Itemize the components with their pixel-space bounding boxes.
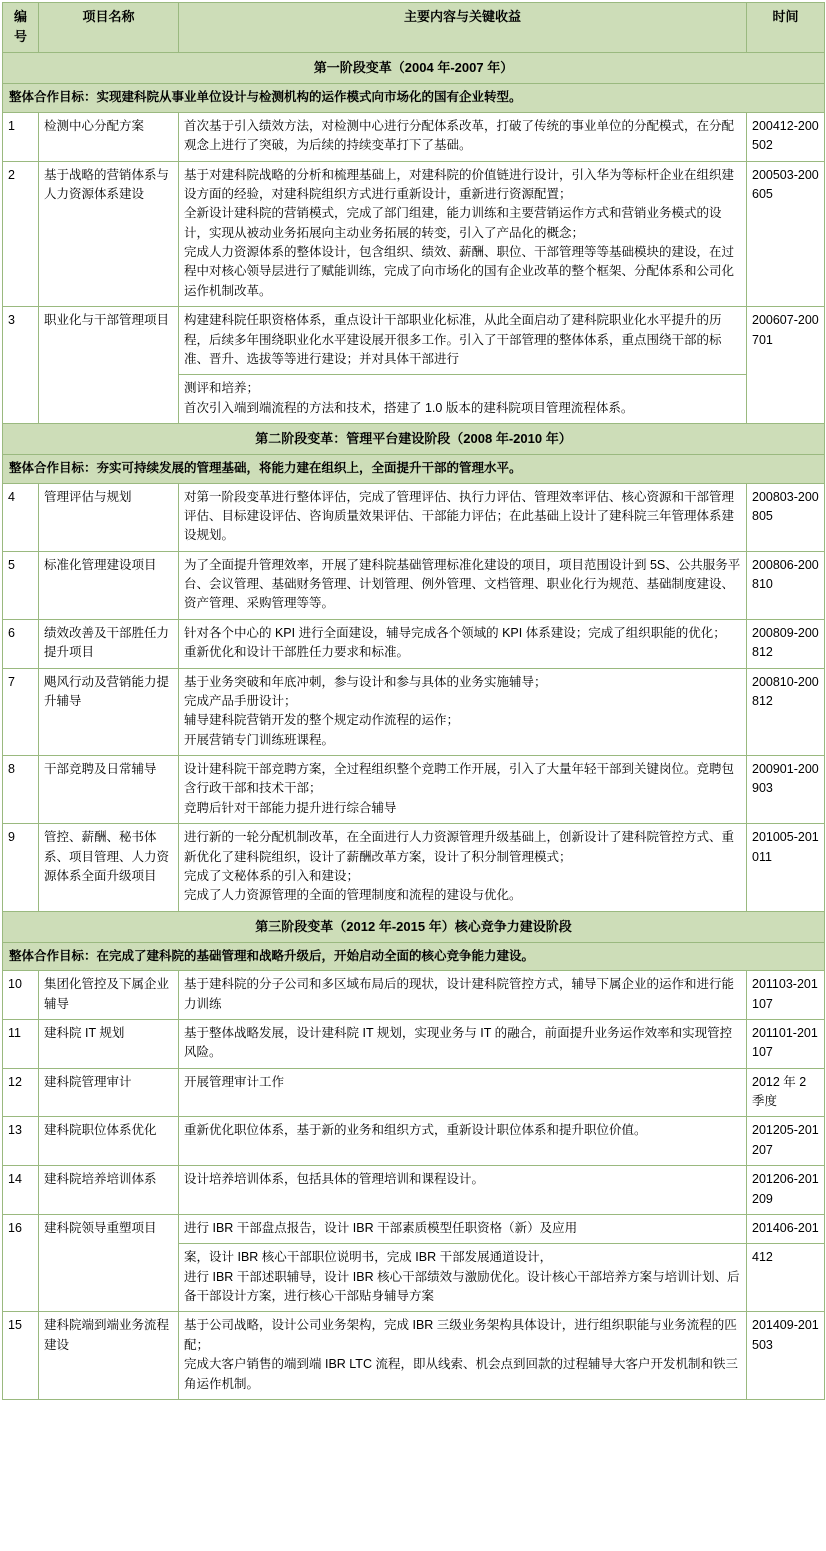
content-paragraph: 基于对建科院战略的分析和梳理基础上，对建科院的价值链进行设计，引入华为等标杆企业在组织建设方面的经验，对建科院组织方式进行重新设计，重新进行资源配置；: [184, 167, 735, 201]
row-name: 建科院培养培训体系: [39, 1166, 179, 1215]
row-content: [179, 307, 747, 375]
content-paragraph: 重新优化职位体系，基于新的业务和组织方式，重新设计职位体系和提升职位价值。: [184, 1123, 647, 1138]
table-row: [3, 668, 825, 756]
row-time: 201005-201011: [747, 824, 825, 912]
row-no: 14: [3, 1166, 39, 1215]
row-time: 201409-201503: [747, 1312, 825, 1400]
content-paragraph: 基于业务突破和年底冲刺，参与设计和参与具体的业务实施辅导；: [184, 674, 547, 689]
content-paragraph: 开展营销专门训练班课程。: [184, 732, 335, 747]
row-time: 201103-201107: [747, 971, 825, 1020]
column-header-content: 主要内容与关键收益: [179, 3, 747, 53]
row-name: 建科院 IT 规划: [39, 1019, 179, 1068]
row-name: 检测中心分配方案: [39, 112, 179, 161]
row-time: 200803-200805: [747, 483, 825, 551]
column-header-no: 编号: [3, 3, 39, 53]
table-row: [3, 307, 825, 375]
table-header: [3, 3, 825, 53]
phase-title-row: [3, 911, 825, 942]
document-body: [0, 2, 826, 1400]
row-time: 200810-200812: [747, 668, 825, 756]
row-content: [179, 375, 747, 424]
content-paragraph: 构建建科院任职资格体系，重点设计干部职业化标准，从此全面启动了建科院职业化水平提升的历程，后续多年围绕职业化水平建设展开很多工作。引入了干部管理的整体体系，重点围绕干部的标准、晋升、选拔等等进行建设；并对具体干部进行: [184, 313, 722, 366]
row-no: 3: [3, 307, 39, 424]
table-row: [3, 824, 825, 912]
row-name: 绩效改善及干部胜任力提升项目: [39, 619, 179, 668]
row-time: 201206-201209: [747, 1166, 825, 1215]
row-content: [179, 1019, 747, 1068]
row-content: [179, 971, 747, 1020]
row-time: 200901-200903: [747, 756, 825, 824]
phase-goal: 整体合作目标：实现建科院从事业单位设计与检测机构的运作模式向市场化的国有企业转型。: [3, 84, 825, 112]
row-content: [179, 1312, 747, 1400]
content-paragraph: 辅导建科院营销开发的整个规定动作流程的运作；: [184, 713, 460, 728]
row-time: 412: [747, 1244, 825, 1312]
column-header-time: 时间: [747, 3, 825, 53]
row-time: 201406-201: [747, 1214, 825, 1243]
table-row: [3, 1214, 825, 1243]
row-name: 飓风行动及营销能力提升辅导: [39, 668, 179, 756]
table-row: [3, 756, 825, 824]
content-paragraph: 完成产品手册设计；: [184, 693, 297, 708]
content-paragraph: 基于建科院的分子公司和多区域布局后的现状，设计建科院管控方式，辅导下属企业的运作和进行能力训练: [184, 977, 735, 1011]
row-content: [179, 1166, 747, 1215]
row-name: 建科院职位体系优化: [39, 1117, 179, 1166]
row-no: 5: [3, 551, 39, 619]
content-paragraph: 测评和培养；: [184, 381, 260, 396]
content-paragraph: 完成大客户销售的端到端 IBR LTC 流程，即从线索、机会点到回款的过程辅导大客户开发机制和铁三角运作机制。: [184, 1357, 738, 1391]
phase-goal-row: [3, 84, 825, 112]
row-no: 1: [3, 112, 39, 161]
table-row: [3, 1312, 825, 1400]
row-content: [179, 1214, 747, 1243]
table-row: [3, 1117, 825, 1166]
row-name: 管理评估与规划: [39, 483, 179, 551]
table-row: [3, 1166, 825, 1215]
phase-title-row: [3, 424, 825, 455]
content-paragraph: 基于公司战略，设计公司业务架构，完成 IBR 三级业务架构具体设计，进行组织职能与业务流程的匹配；: [184, 1318, 737, 1352]
content-paragraph: 设计培养培训体系，包括具体的管理培训和课程设计。: [184, 1172, 485, 1187]
table-row: [3, 161, 825, 307]
row-time: 200412-200502: [747, 112, 825, 161]
content-paragraph: 针对各个中心的 KPI 进行全面建设，辅导完成各个领域的 KPI 体系建设；完成了组织职能的优化；: [184, 625, 726, 640]
phase-goal-row: [3, 942, 825, 970]
row-content: [179, 551, 747, 619]
table-row: [3, 551, 825, 619]
content-paragraph: 首次引入端到端流程的方法和技术，搭建了 1.0 版本的建科院项目管理流程体系。: [184, 400, 634, 415]
row-time: 200607-200701: [747, 307, 825, 424]
row-no: 15: [3, 1312, 39, 1400]
row-no: 16: [3, 1214, 39, 1312]
table-row: [3, 1068, 825, 1117]
content-paragraph: 设计建科院干部竞聘方案，全过程组织整个竞聘工作开展，引入了大量年轻干部到关键岗位。竞聘包含行政干部和技术干部；: [184, 762, 735, 796]
row-name: 集团化管控及下属企业辅导: [39, 971, 179, 1020]
row-no: 12: [3, 1068, 39, 1117]
row-no: 2: [3, 161, 39, 307]
content-paragraph: 重新优化和设计干部胜任力要求和标准。: [184, 645, 410, 660]
row-no: 10: [3, 971, 39, 1020]
row-name: 标准化管理建设项目: [39, 551, 179, 619]
content-paragraph: 首次基于引入绩效方法，对检测中心进行分配体系改革，打破了传统的事业单位的分配模式，在分配观念上进行了突破，为后续的持续变革打下了基础。: [184, 118, 735, 153]
phase-title: 第一阶段变革（2004 年-2007 年）: [3, 53, 825, 84]
column-header-name: 项目名称: [39, 3, 179, 53]
row-name: 建科院领导重塑项目: [39, 1214, 179, 1312]
table-row: [3, 619, 825, 668]
phase-title: 第三阶段变革（2012 年-2015 年）核心竞争力建设阶段: [3, 911, 825, 942]
row-no: 7: [3, 668, 39, 756]
content-paragraph: 开展管理审计工作: [184, 1074, 285, 1089]
content-paragraph: 完成了人力资源管理的全面的管理制度和流程的建设与优化。: [184, 888, 522, 903]
row-no: 11: [3, 1019, 39, 1068]
phase-goal: 整体合作目标：夯实可持续发展的管理基础，将能力建在组织上，全面提升干部的管理水平。: [3, 455, 825, 483]
phase-title: 第二阶段变革：管理平台建设阶段（2008 年-2010 年）: [3, 424, 825, 455]
row-content: [179, 1117, 747, 1166]
row-content: [179, 112, 747, 161]
content-paragraph: 全新设计建科院的营销模式，完成了部门组建，能力训练和主要营销运作方式和营销业务模式的设计，实现从被动业务拓展向主动业务拓展的转变，引入了产品化的概念；: [184, 206, 722, 240]
content-paragraph: 竞聘后针对干部能力提升进行综合辅导: [184, 800, 397, 815]
change-projects-table: [2, 2, 825, 1400]
table-row: [3, 1019, 825, 1068]
row-time: 201101-201107: [747, 1019, 825, 1068]
content-paragraph: 进行 IBR 干部述职辅导，设计 IBR 核心干部绩效与激励优化。设计核心干部培养方案与培训计划、后备干部设计方案，进行核心干部贴身辅导方案: [184, 1269, 740, 1304]
content-paragraph: 案，设计 IBR 核心干部职位说明书，完成 IBR 干部发展通道设计，: [184, 1250, 553, 1265]
phase-title-row: [3, 53, 825, 84]
row-content: [179, 483, 747, 551]
row-name: 建科院管理审计: [39, 1068, 179, 1117]
row-no: 6: [3, 619, 39, 668]
row-no: 8: [3, 756, 39, 824]
row-content: [179, 1244, 747, 1312]
row-time: 200503-200605: [747, 161, 825, 307]
phase-goal: 整体合作目标：在完成了建科院的基础管理和战略升级后，开始启动全面的核心竞争能力建设。: [3, 942, 825, 970]
row-time: 200806-200810: [747, 551, 825, 619]
row-name: 管控、薪酬、秘书体系、项目管理、人力资源体系全面升级项目: [39, 824, 179, 912]
row-name: 干部竞聘及日常辅导: [39, 756, 179, 824]
table-row: [3, 483, 825, 551]
row-content: [179, 1068, 747, 1117]
row-name: 基于战略的营销体系与人力资源体系建设: [39, 161, 179, 307]
row-no: 4: [3, 483, 39, 551]
content-paragraph: 基于整体战略发展，设计建科院 IT 规划，实现业务与 IT 的融合，前面提升业务运作效率和实现管控风险。: [184, 1025, 733, 1060]
row-time: 201205-201207: [747, 1117, 825, 1166]
table-header-row: [3, 3, 825, 53]
content-paragraph: 对第一阶段变革进行整体评估，完成了管理评估、执行力评估、管理效率评估、核心资源和干部管理评估、目标建设评估、咨询质量效果评估、干部能力评估；在此基础上设计了建科院三年管理体系建设规划。: [184, 489, 735, 543]
row-no: 9: [3, 824, 39, 912]
row-content: [179, 619, 747, 668]
phase-goal-row: [3, 455, 825, 483]
row-content: [179, 161, 747, 307]
content-paragraph: 进行 IBR 干部盘点报告，设计 IBR 干部素质模型任职资格（新）及应用: [184, 1220, 578, 1235]
row-name: 建科院端到端业务流程建设: [39, 1312, 179, 1400]
table-row: [3, 971, 825, 1020]
row-time: 200809-200812: [747, 619, 825, 668]
content-paragraph: 完成了文秘体系的引入和建设；: [184, 868, 360, 883]
row-content: [179, 756, 747, 824]
content-paragraph: 进行新的一轮分配机制改革，在全面进行人力资源管理升级基础上，创新设计了建科院管控方式、重新优化了建科院组织，设计了薪酬改革方案，设计了积分制管理模式；: [184, 830, 735, 864]
content-paragraph: 为了全面提升管理效率，开展了建科院基础管理标准化建设的项目，项目范围设计到 5S、公共服务平台、会议管理、基础财务管理、计划管理、例外管理、文档管理、职业化行为规范、基础制度建设、资产管理、采购管理等等。: [184, 557, 741, 611]
row-content: [179, 824, 747, 912]
row-time: 2012 年 2 季度: [747, 1068, 825, 1117]
row-no: 13: [3, 1117, 39, 1166]
table-body: [3, 53, 825, 1400]
row-name: 职业化与干部管理项目: [39, 307, 179, 424]
content-paragraph: 完成人力资源体系的整体设计，包含组织、绩效、薪酬、职位、干部管理等等基础模块的建设，在过程中对核心领导层进行了赋能训练，完成了向市场化的国有企业改革的整个框架、分配体系和公司化运作机制改革。: [184, 245, 735, 298]
row-content: [179, 668, 747, 756]
table-row: [3, 112, 825, 161]
